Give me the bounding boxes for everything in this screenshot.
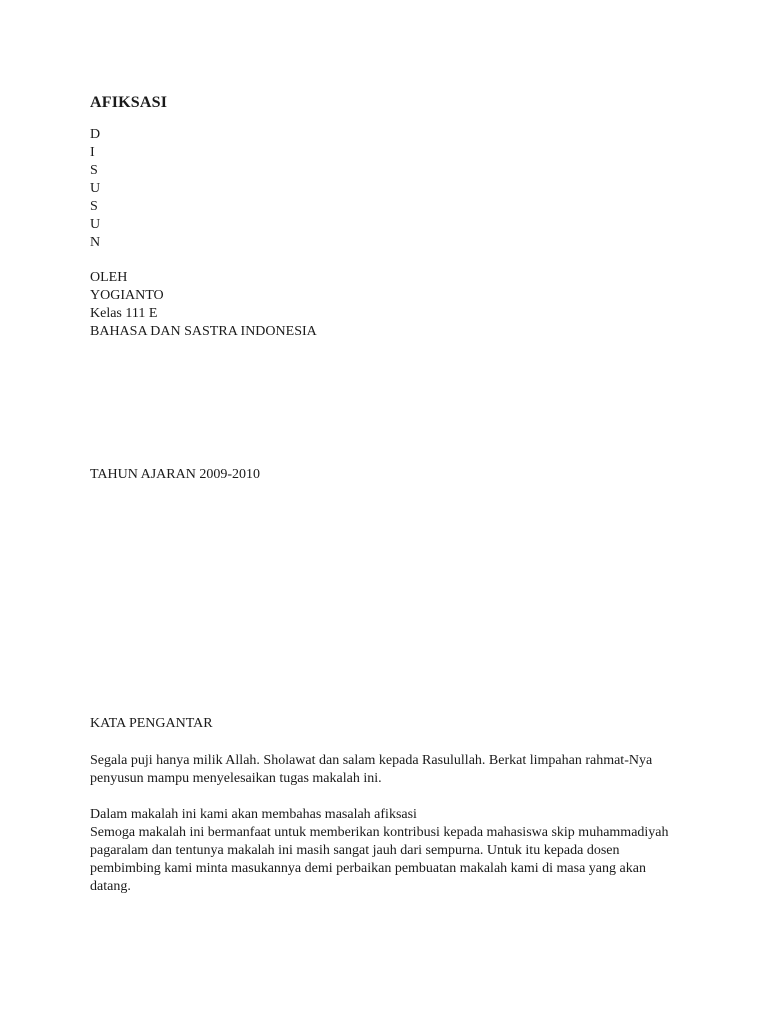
disusun-letter: I xyxy=(90,145,95,160)
author-class: Kelas 111 E xyxy=(90,306,158,321)
kata-pengantar-paragraph-1: Segala puji hanya milik Allah. Sholawat dan salam kepada Rasulullah. Berkat limpahan rahmat-Nya penyusun mampu menyelesaikan tugas makalah ini. xyxy=(90,753,653,786)
disusun-letter: S xyxy=(90,199,98,214)
disusun-letter: D xyxy=(90,127,101,142)
author-name: YOGIANTO xyxy=(90,288,164,303)
author-block xyxy=(90,269,690,341)
kata-pengantar-paragraph-2 xyxy=(90,806,680,896)
paragraph-2-line-1: Dalam makalah ini kami akan membahas masalah afiksasi xyxy=(90,807,417,822)
disusun-letter: U xyxy=(90,181,101,196)
paragraph-2-line-2: Semoga makalah ini bermanfaat untuk memberikan kontribusi kepada mahasiswa skip muhammadiyah pagaralam dan tentunya makalah ini masih sangat jauh dari sempurna. Untuk itu kepada dosen pembimbing kami minta masukannya demi perbaikan pembuatan makalah kami di masa yang akan datang. xyxy=(90,825,669,894)
kata-pengantar-heading: KATA PENGANTAR xyxy=(90,716,213,731)
disusun-letter: N xyxy=(90,235,101,250)
disusun-vertical-text xyxy=(90,126,690,252)
author-program: BAHASA DAN SASTRA INDONESIA xyxy=(90,324,317,339)
disusun-letter: S xyxy=(90,163,98,178)
oleh-label: OLEH xyxy=(90,270,128,285)
academic-year: TAHUN AJARAN 2009-2010 xyxy=(90,467,260,482)
disusun-letter: U xyxy=(90,217,101,232)
document-title: AFIKSASI xyxy=(90,94,168,111)
